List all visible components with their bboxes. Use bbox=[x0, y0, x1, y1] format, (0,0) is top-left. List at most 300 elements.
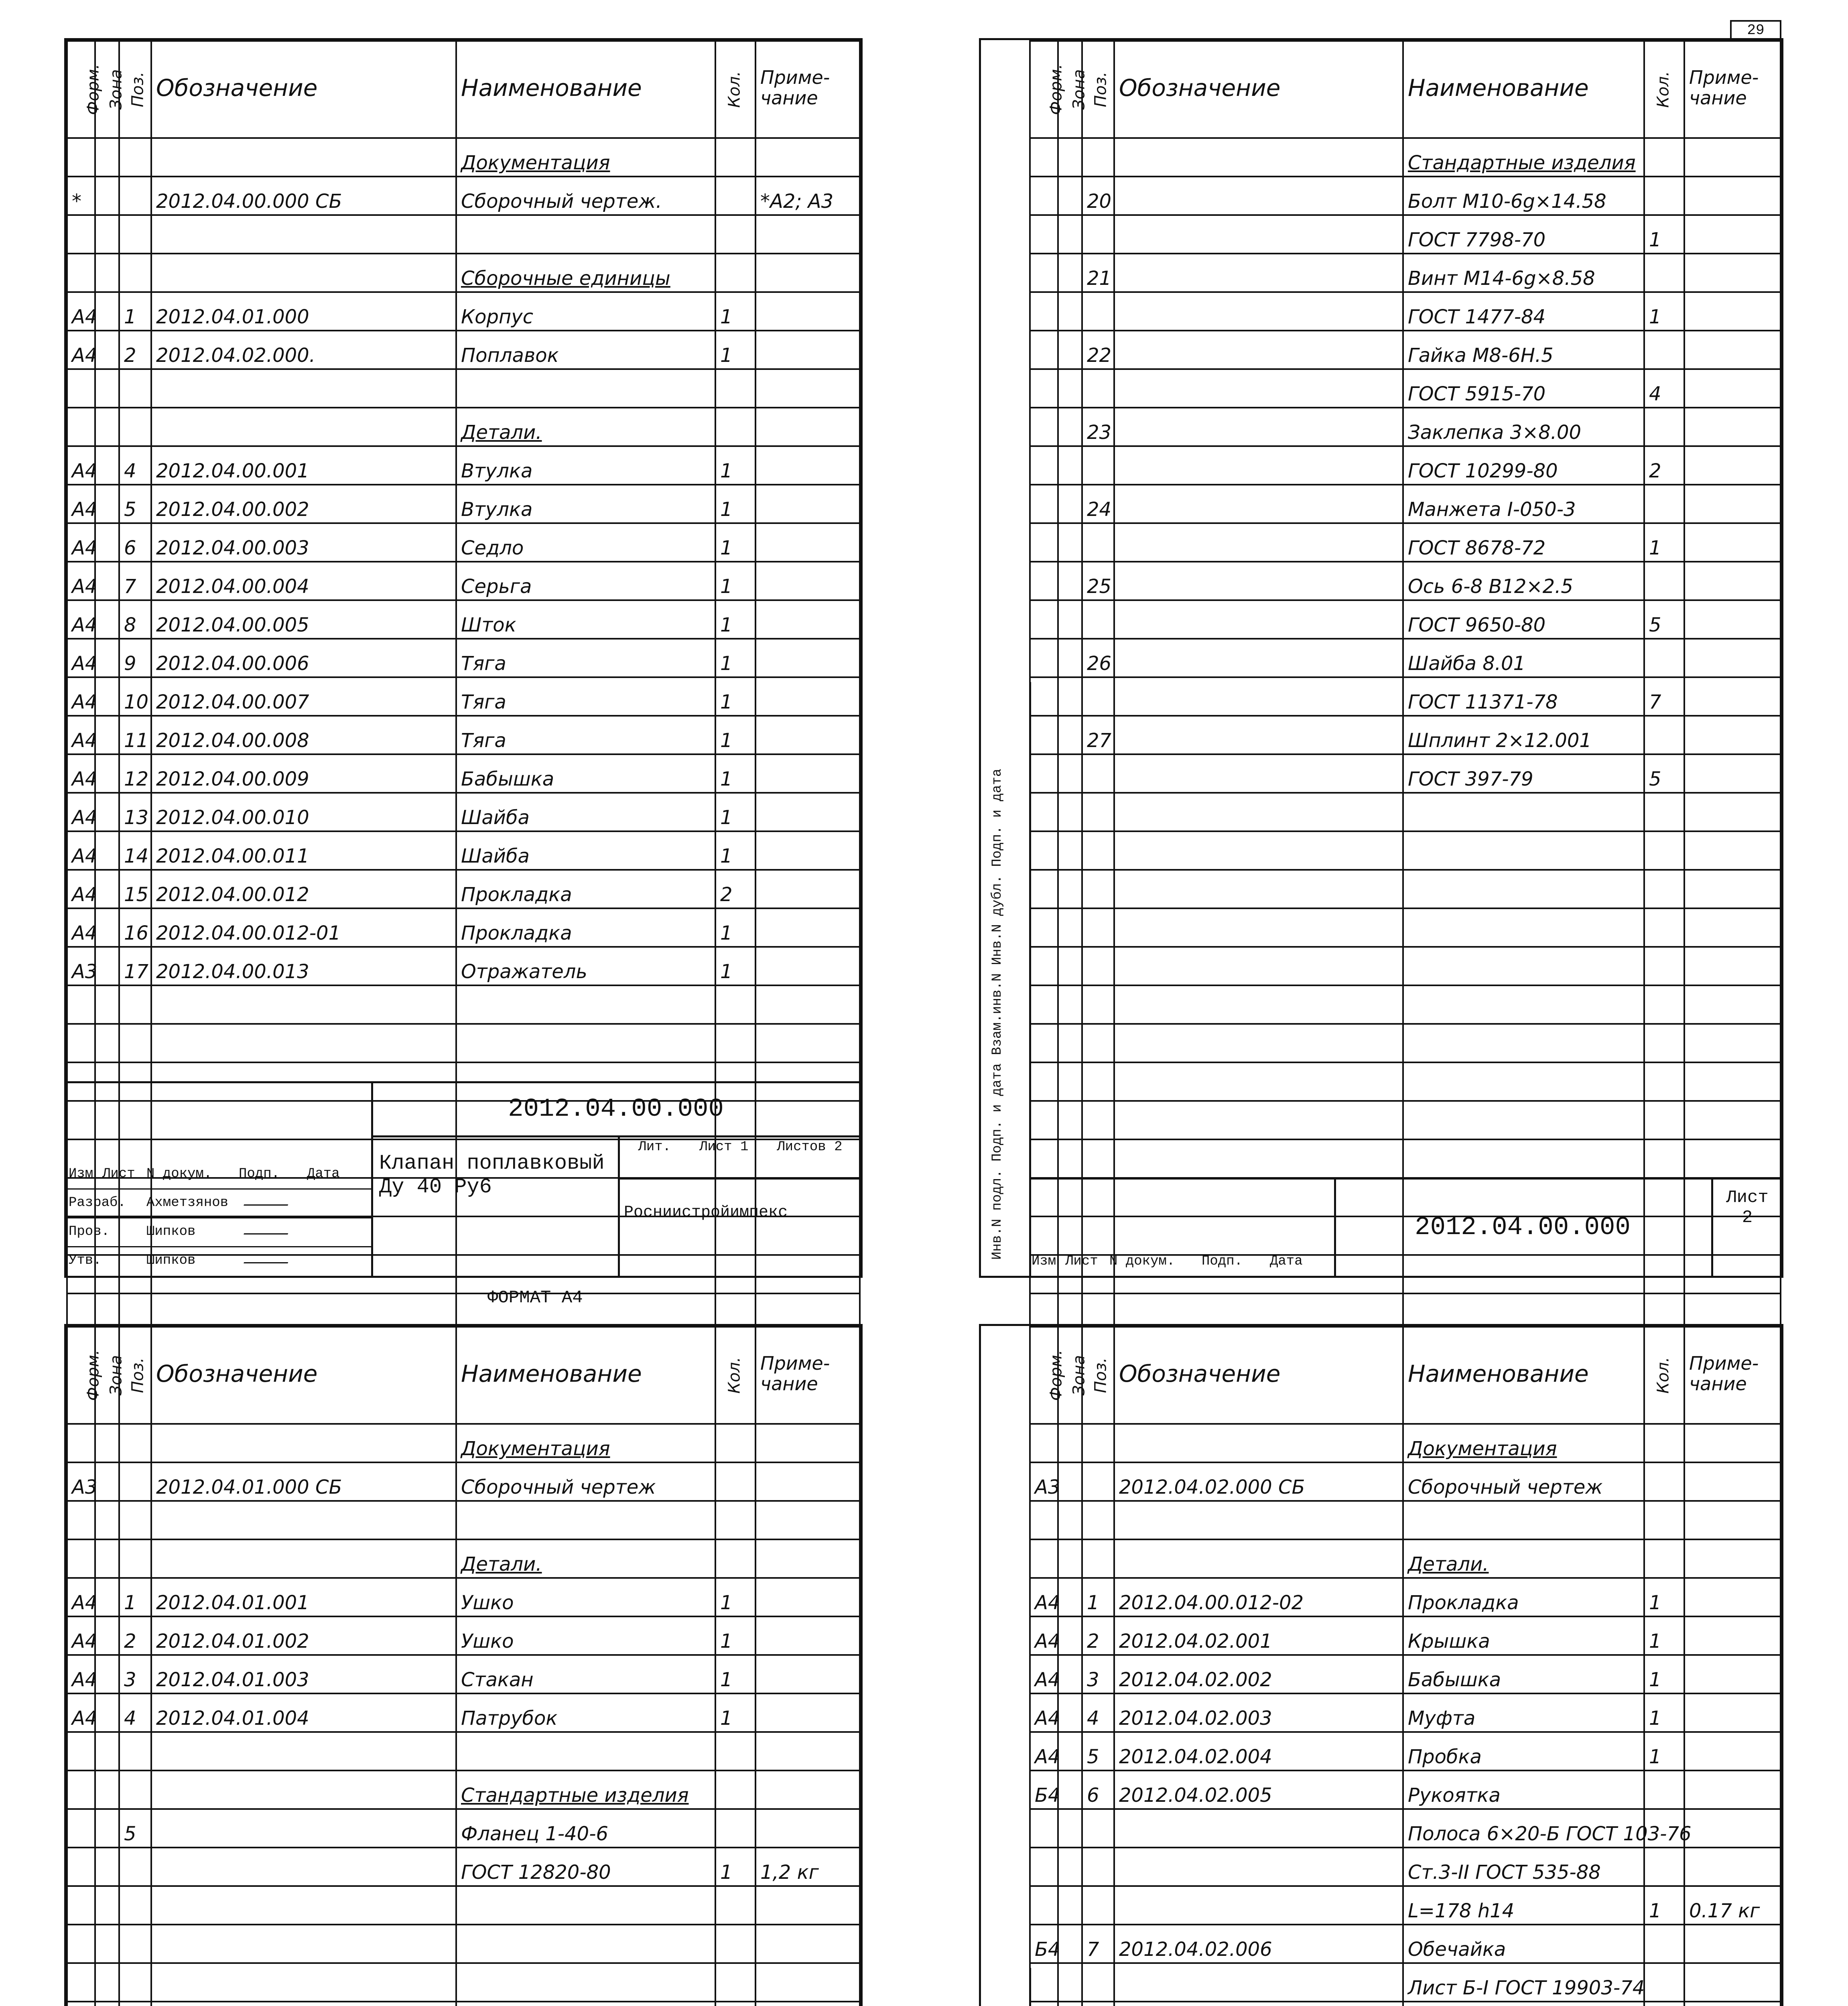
cell-zone bbox=[1058, 138, 1082, 177]
cell-format bbox=[1030, 562, 1058, 600]
table-row bbox=[67, 793, 860, 831]
cell-pos: 25 bbox=[1082, 562, 1114, 600]
cell-name: ГОСТ 397-79 bbox=[1403, 754, 1644, 793]
cell-zone bbox=[95, 1963, 119, 2002]
cell-pos: 21 bbox=[1082, 254, 1114, 292]
cell-qty: 1 bbox=[1644, 1616, 1684, 1655]
spec-table bbox=[1029, 1326, 1781, 2006]
cell-name bbox=[1403, 1062, 1644, 1101]
spec-header-row bbox=[1030, 41, 1781, 138]
cell-format: А4 bbox=[67, 1655, 95, 1693]
cell-qty bbox=[1644, 947, 1684, 985]
cell-qty bbox=[1644, 485, 1684, 523]
cell-pos bbox=[119, 1925, 151, 1963]
cell-qty bbox=[715, 985, 755, 1024]
table-row bbox=[67, 947, 860, 985]
cell-pos: 5 bbox=[119, 485, 151, 523]
cell-designation bbox=[1114, 1809, 1403, 1848]
cell-format bbox=[1030, 254, 1058, 292]
cell-zone bbox=[1058, 677, 1082, 716]
cell-pos: 17 bbox=[119, 947, 151, 985]
cell-note bbox=[755, 1693, 860, 1732]
cell-designation: 2012.04.00.010 bbox=[151, 793, 456, 831]
cell-zone bbox=[1058, 1693, 1082, 1732]
table-row bbox=[1030, 908, 1781, 947]
cell-qty bbox=[1644, 138, 1684, 177]
table-row bbox=[1030, 1062, 1781, 1101]
table-row bbox=[67, 716, 860, 754]
cell-designation bbox=[1114, 254, 1403, 292]
cell-zone bbox=[95, 908, 119, 947]
tb-prov-label: Пров. bbox=[69, 1224, 110, 1239]
table-row bbox=[1030, 600, 1781, 639]
table-row bbox=[67, 446, 860, 485]
cell-zone bbox=[1058, 1809, 1082, 1848]
cell-note bbox=[755, 1024, 860, 1062]
table-row bbox=[1030, 138, 1781, 177]
header-note: Приме-чание bbox=[1684, 1327, 1781, 1424]
table-row bbox=[1030, 1101, 1781, 1139]
table-row bbox=[1030, 1886, 1781, 1925]
header-designation: Обозначение bbox=[1114, 1327, 1403, 1424]
cell-pos: 1 bbox=[119, 1578, 151, 1616]
cell-zone bbox=[95, 677, 119, 716]
cell-note bbox=[755, 485, 860, 523]
cell-name bbox=[1403, 2002, 1644, 2006]
tb-izm-label: Изм bbox=[1032, 1254, 1056, 1269]
cell-name: Шплинт 2×12.001 bbox=[1403, 716, 1644, 754]
cell-note bbox=[755, 677, 860, 716]
cell-zone bbox=[1058, 369, 1082, 408]
cell-designation: 2012.04.00.003 bbox=[151, 523, 456, 562]
cell-note bbox=[755, 1539, 860, 1578]
spec-header-row bbox=[1030, 1327, 1781, 1424]
cell-zone bbox=[1058, 1062, 1082, 1101]
cell-qty: 7 bbox=[1644, 677, 1684, 716]
cell-format bbox=[1030, 1963, 1058, 2002]
tb-utv-name: Шипков bbox=[146, 1253, 196, 1268]
cell-name bbox=[456, 1963, 715, 2002]
cell-zone bbox=[95, 600, 119, 639]
cell-qty: 1 bbox=[715, 639, 755, 677]
table-row bbox=[67, 1809, 860, 1848]
cell-name bbox=[456, 1732, 715, 1770]
table-row bbox=[67, 1655, 860, 1693]
cell-designation bbox=[1114, 754, 1403, 793]
cell-pos: 4 bbox=[1082, 1693, 1114, 1732]
cell-designation bbox=[151, 1963, 456, 2002]
cell-note bbox=[755, 1925, 860, 1963]
cell-qty: 1 bbox=[715, 1693, 755, 1732]
table-row bbox=[67, 1462, 860, 1501]
cell-designation: 2012.04.00.007 bbox=[151, 677, 456, 716]
cell-format bbox=[1030, 985, 1058, 1024]
cell-qty: 1 bbox=[1644, 1732, 1684, 1770]
cell-zone bbox=[1058, 1424, 1082, 1462]
cell-designation: 2012.04.02.004 bbox=[1114, 1732, 1403, 1770]
cell-qty bbox=[1644, 1024, 1684, 1062]
cell-pos: 11 bbox=[119, 716, 151, 754]
cell-qty bbox=[715, 1963, 755, 2002]
lit-label: Лит. bbox=[638, 1139, 671, 1155]
cell-zone bbox=[1058, 1655, 1082, 1693]
cell-zone bbox=[1058, 754, 1082, 793]
cell-zone bbox=[95, 1024, 119, 1062]
header-note: Приме-чание bbox=[755, 1327, 860, 1424]
cell-note bbox=[1684, 1732, 1781, 1770]
cell-name: Крышка bbox=[1403, 1616, 1644, 1655]
cell-zone bbox=[1058, 1139, 1082, 1178]
cell-pos bbox=[1082, 138, 1114, 177]
cell-format: Б4 bbox=[1030, 1925, 1058, 1963]
tb-revision-row bbox=[66, 1159, 371, 1190]
document-title bbox=[371, 1135, 620, 1276]
table-row bbox=[67, 292, 860, 331]
cell-format: Б4 bbox=[1030, 1770, 1058, 1809]
cell-designation bbox=[1114, 1062, 1403, 1101]
header-qty: Кол. bbox=[715, 41, 755, 138]
cell-name: Шайба bbox=[456, 831, 715, 870]
cell-note bbox=[755, 408, 860, 446]
cell-name: Тяга bbox=[456, 639, 715, 677]
cell-note bbox=[1684, 2002, 1781, 2006]
sheet-no bbox=[699, 1139, 748, 1174]
cell-note bbox=[755, 331, 860, 369]
cell-designation bbox=[151, 1886, 456, 1925]
cell-pos bbox=[1082, 1424, 1114, 1462]
cell-zone bbox=[95, 1424, 119, 1462]
cell-note bbox=[755, 908, 860, 947]
cell-designation: 2012.04.00.001 bbox=[151, 446, 456, 485]
cell-designation bbox=[151, 1732, 456, 1770]
cell-designation: 2012.04.00.012-02 bbox=[1114, 1578, 1403, 1616]
cell-designation bbox=[151, 2002, 456, 2006]
cell-pos: 3 bbox=[119, 1655, 151, 1693]
spec-sheet-3 bbox=[64, 1324, 863, 2006]
cell-zone bbox=[95, 1616, 119, 1655]
table-row bbox=[1030, 408, 1781, 446]
cell-pos bbox=[119, 254, 151, 292]
cell-zone bbox=[95, 2002, 119, 2006]
cell-note bbox=[755, 369, 860, 408]
cell-zone bbox=[1058, 793, 1082, 831]
cell-qty bbox=[1644, 408, 1684, 446]
sheets-total-value: 2 bbox=[834, 1139, 843, 1155]
cell-designation bbox=[1114, 408, 1403, 446]
cell-pos bbox=[119, 408, 151, 446]
cell-zone bbox=[1058, 1770, 1082, 1809]
cell-name: Сборочный чертеж bbox=[1403, 1462, 1644, 1501]
cell-zone bbox=[95, 870, 119, 908]
title-block-grid bbox=[1029, 1180, 1336, 1276]
spec-table bbox=[66, 1326, 861, 2006]
cell-name: Тяга bbox=[456, 716, 715, 754]
cell-qty: 1 bbox=[715, 754, 755, 793]
cell-pos: 2 bbox=[119, 1616, 151, 1655]
tb-prov-name: Шипков bbox=[146, 1224, 196, 1239]
cell-qty bbox=[1644, 177, 1684, 215]
cell-pos: 15 bbox=[119, 870, 151, 908]
cell-format bbox=[1030, 408, 1058, 446]
cell-designation bbox=[1114, 1963, 1403, 2002]
cell-note bbox=[1684, 562, 1781, 600]
cell-note bbox=[755, 446, 860, 485]
cell-designation: 2012.04.01.002 bbox=[151, 1616, 456, 1655]
cell-zone bbox=[95, 1501, 119, 1539]
document-title-line1: Клапан поплавковый bbox=[379, 1151, 605, 1175]
spec-sheet-4 bbox=[979, 1324, 1783, 2006]
table-row bbox=[67, 138, 860, 177]
cell-note bbox=[1684, 1925, 1781, 1963]
cell-note bbox=[1684, 1770, 1781, 1809]
cell-format: А4 bbox=[1030, 1616, 1058, 1655]
cell-qty: 1 bbox=[715, 446, 755, 485]
cell-name: Болт М10-6g×14.58 bbox=[1403, 177, 1644, 215]
cell-qty: 5 bbox=[1644, 754, 1684, 793]
cell-format bbox=[1030, 215, 1058, 254]
document-code: 2012.04.00.000 bbox=[371, 1083, 861, 1137]
cell-name: Серьга bbox=[456, 562, 715, 600]
tb-izm-label: Изм bbox=[69, 1166, 93, 1182]
cell-designation bbox=[1114, 947, 1403, 985]
cell-pos: 24 bbox=[1082, 485, 1114, 523]
cell-name: Седло bbox=[456, 523, 715, 562]
table-row bbox=[1030, 947, 1781, 985]
table-row bbox=[67, 2002, 860, 2006]
cell-pos bbox=[119, 1024, 151, 1062]
cell-zone bbox=[95, 408, 119, 446]
table-row bbox=[1030, 716, 1781, 754]
cell-zone bbox=[1058, 1501, 1082, 1539]
cell-designation bbox=[151, 254, 456, 292]
cell-note bbox=[755, 1886, 860, 1925]
cell-qty bbox=[715, 138, 755, 177]
cell-qty bbox=[1644, 1062, 1684, 1101]
cell-zone bbox=[95, 1462, 119, 1501]
cell-pos bbox=[119, 1424, 151, 1462]
cell-format: А3 bbox=[1030, 1462, 1058, 1501]
sheet-label: Лист bbox=[1726, 1188, 1769, 1208]
cell-qty: 1 bbox=[715, 1848, 755, 1886]
cell-note bbox=[755, 1732, 860, 1770]
header-pos: Поз. bbox=[119, 1327, 151, 1424]
cell-note bbox=[1684, 908, 1781, 947]
cell-format bbox=[67, 1886, 95, 1925]
cell-name: Шайба 8.01 bbox=[1403, 639, 1644, 677]
cell-designation: 2012.04.00.006 bbox=[151, 639, 456, 677]
cell-pos bbox=[1082, 292, 1114, 331]
tb-prov-row bbox=[66, 1217, 371, 1247]
cell-designation bbox=[151, 985, 456, 1024]
spec-sheet-1 bbox=[64, 38, 863, 1308]
cell-note bbox=[1684, 870, 1781, 908]
table-row bbox=[1030, 1693, 1781, 1732]
cell-name bbox=[1403, 870, 1644, 908]
cell-name: ГОСТ 11371-78 bbox=[1403, 677, 1644, 716]
cell-designation bbox=[1114, 523, 1403, 562]
cell-qty bbox=[1644, 1770, 1684, 1809]
cell-qty bbox=[715, 2002, 755, 2006]
cell-qty: 1 bbox=[715, 908, 755, 947]
cell-pos bbox=[119, 215, 151, 254]
cell-format: А4 bbox=[67, 600, 95, 639]
signature bbox=[244, 1188, 294, 1206]
cell-designation: 2012.04.00.013 bbox=[151, 947, 456, 985]
cell-qty bbox=[715, 177, 755, 215]
cell-name: Ушко bbox=[456, 1616, 715, 1655]
cell-qty bbox=[715, 1424, 755, 1462]
cell-designation bbox=[1114, 1539, 1403, 1578]
cell-format bbox=[67, 1732, 95, 1770]
page-number: 29 bbox=[1730, 20, 1781, 41]
cell-qty bbox=[715, 1925, 755, 1963]
cell-format: А4 bbox=[67, 1693, 95, 1732]
cell-designation bbox=[151, 369, 456, 408]
table-row bbox=[67, 1848, 860, 1886]
cell-designation: 2012.04.01.004 bbox=[151, 1693, 456, 1732]
cell-name: ГОСТ 9650-80 bbox=[1403, 600, 1644, 639]
cell-qty bbox=[715, 1886, 755, 1925]
cell-designation: 2012.04.01.000 СБ bbox=[151, 1462, 456, 1501]
cell-designation bbox=[1114, 485, 1403, 523]
cell-format: А4 bbox=[67, 870, 95, 908]
table-row bbox=[67, 331, 860, 369]
cell-zone bbox=[95, 1886, 119, 1925]
header-pos: Поз. bbox=[1082, 41, 1114, 138]
cell-format: А4 bbox=[67, 716, 95, 754]
cell-zone bbox=[1058, 870, 1082, 908]
cell-qty bbox=[1644, 1539, 1684, 1578]
cell-note bbox=[1684, 1963, 1781, 2002]
table-row bbox=[67, 177, 860, 215]
table-row bbox=[1030, 215, 1781, 254]
cell-designation: 2012.04.00.009 bbox=[151, 754, 456, 793]
cell-format: А4 bbox=[67, 292, 95, 331]
cell-pos: 3 bbox=[1082, 1655, 1114, 1693]
table-row bbox=[67, 831, 860, 870]
cell-designation: 2012.04.00.005 bbox=[151, 600, 456, 639]
cell-designation bbox=[1114, 1139, 1403, 1178]
table-row bbox=[1030, 1809, 1781, 1848]
table-row bbox=[67, 1732, 860, 1770]
cell-qty: 1 bbox=[715, 1616, 755, 1655]
tb-utv-label: Утв. bbox=[69, 1253, 102, 1268]
cell-note bbox=[1684, 331, 1781, 369]
cell-qty bbox=[1644, 908, 1684, 947]
cell-qty bbox=[715, 1770, 755, 1809]
cell-format bbox=[1030, 908, 1058, 947]
header-designation: Обозначение bbox=[151, 1327, 456, 1424]
cell-format bbox=[1030, 1062, 1058, 1101]
cell-name: Манжета I-050-3 bbox=[1403, 485, 1644, 523]
archive-strip-label: Инв.N подл. Подп. и дата Взам.инв.N Инв.N дубл. Подп. и дата bbox=[990, 768, 1005, 1260]
cell-pos bbox=[1082, 985, 1114, 1024]
cell-qty: 1 bbox=[1644, 1886, 1684, 1925]
cell-name bbox=[1403, 793, 1644, 831]
cell-qty: 2 bbox=[715, 870, 755, 908]
tb-razrab-label: Разраб. bbox=[69, 1195, 126, 1210]
table-row bbox=[1030, 870, 1781, 908]
table-row bbox=[67, 369, 860, 408]
cell-qty: 2 bbox=[1644, 446, 1684, 485]
cell-pos bbox=[1082, 1963, 1114, 2002]
cell-format bbox=[67, 1963, 95, 2002]
cell-note bbox=[1684, 793, 1781, 831]
header-name: Наименование bbox=[456, 41, 715, 138]
cell-note: 0.17 кг bbox=[1684, 1886, 1781, 1925]
cell-note bbox=[755, 985, 860, 1024]
cell-pos bbox=[119, 1732, 151, 1770]
cell-name: Корпус bbox=[456, 292, 715, 331]
cell-format: А4 bbox=[67, 677, 95, 716]
cell-format bbox=[67, 1424, 95, 1462]
cell-note bbox=[1684, 639, 1781, 677]
header-qty: Кол. bbox=[1644, 1327, 1684, 1424]
table-row bbox=[67, 754, 860, 793]
cell-designation bbox=[1114, 831, 1403, 870]
cell-qty bbox=[1644, 1101, 1684, 1139]
cell-format bbox=[1030, 1539, 1058, 1578]
cell-pos bbox=[1082, 1062, 1114, 1101]
cell-name bbox=[1403, 1101, 1644, 1139]
cell-name: Втулка bbox=[456, 446, 715, 485]
cell-format: А4 bbox=[67, 523, 95, 562]
cell-name: Ось 6-8 В12×2.5 bbox=[1403, 562, 1644, 600]
cell-name: Отражатель bbox=[456, 947, 715, 985]
cell-note bbox=[1684, 831, 1781, 870]
table-row bbox=[1030, 292, 1781, 331]
cell-designation bbox=[1114, 985, 1403, 1024]
sheet-no-value: 2 bbox=[1742, 1208, 1753, 1228]
table-row bbox=[1030, 1424, 1781, 1462]
cell-qty bbox=[715, 1024, 755, 1062]
cell-pos: 4 bbox=[119, 446, 151, 485]
cell-zone bbox=[95, 1693, 119, 1732]
cell-format bbox=[1030, 1501, 1058, 1539]
cell-note bbox=[1684, 947, 1781, 985]
cell-note bbox=[1684, 716, 1781, 754]
cell-format: А4 bbox=[1030, 1578, 1058, 1616]
cell-note bbox=[1684, 677, 1781, 716]
cell-note bbox=[755, 254, 860, 292]
cell-pos bbox=[1082, 1886, 1114, 1925]
table-row bbox=[67, 1501, 860, 1539]
cell-name: Детали. bbox=[456, 1539, 715, 1578]
cell-designation: 2012.04.02.005 bbox=[1114, 1770, 1403, 1809]
cell-pos: 8 bbox=[119, 600, 151, 639]
cell-name: Детали. bbox=[1403, 1539, 1644, 1578]
cell-format bbox=[1030, 793, 1058, 831]
cell-name: Сборочный чертеж. bbox=[456, 177, 715, 215]
cell-designation: 2012.04.00.012-01 bbox=[151, 908, 456, 947]
cell-format: А4 bbox=[67, 908, 95, 947]
cell-name bbox=[456, 1024, 715, 1062]
tb-podp-label: Подп. bbox=[1202, 1254, 1243, 1269]
cell-note bbox=[1684, 1424, 1781, 1462]
table-row bbox=[1030, 1770, 1781, 1809]
tb-list-label: Лист bbox=[1065, 1254, 1098, 1269]
cell-zone bbox=[1058, 485, 1082, 523]
cell-name bbox=[456, 2002, 715, 2006]
cell-format bbox=[67, 215, 95, 254]
table-row bbox=[67, 1770, 860, 1809]
cell-name: ГОСТ 12820-80 bbox=[456, 1848, 715, 1886]
cell-pos: 23 bbox=[1082, 408, 1114, 446]
cell-pos bbox=[1082, 600, 1114, 639]
table-row bbox=[1030, 1848, 1781, 1886]
cell-format: А4 bbox=[67, 1616, 95, 1655]
cell-zone bbox=[95, 292, 119, 331]
